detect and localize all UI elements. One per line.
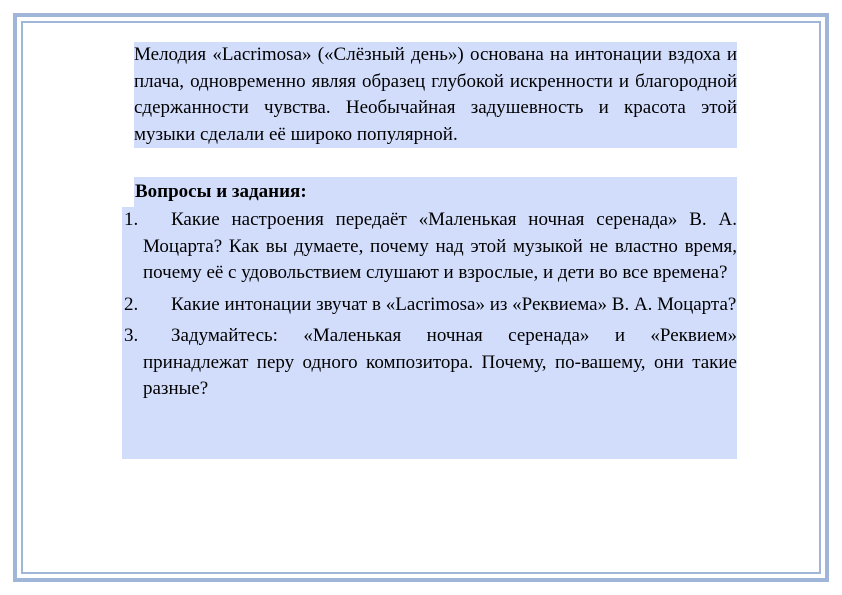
question-text: Какие настроения передаёт «Маленькая ночная серенада» В. А. Моцарта? Как вы думаете, почему над этой музыкой не властно время, почему её с удовольствием слушают и взрослые, и дети во все времена? <box>143 209 737 283</box>
question-item-2 <box>122 292 737 319</box>
question-text: Какие интонации звучат в «Lacrimosa» из «Реквиема» В. А. Моцарта? <box>171 293 737 315</box>
questions-list <box>122 207 737 459</box>
question-number: 2. <box>124 293 139 315</box>
question-number: 3. <box>124 325 139 346</box>
question-number: 1. <box>124 209 139 230</box>
questions-heading: Вопросы и задания: <box>134 177 737 207</box>
question-item-3 <box>122 323 737 403</box>
intro-paragraph: Мелодия «Lacrimosa» («Слёзный день») основана на интонации вздоха и плача, одновременно являя образец глубокой искренности и благородной сдержанности чувства. Необычайная задушевность и красота этой музыки сделали её широко популярной. <box>134 42 737 148</box>
question-item-1 <box>122 207 737 287</box>
question-text: Задумайтесь: «Маленькая ночная серенада» и «Реквием» принадлежат перу одного композитора. Почему, по-вашему, они такие разные? <box>143 325 737 399</box>
